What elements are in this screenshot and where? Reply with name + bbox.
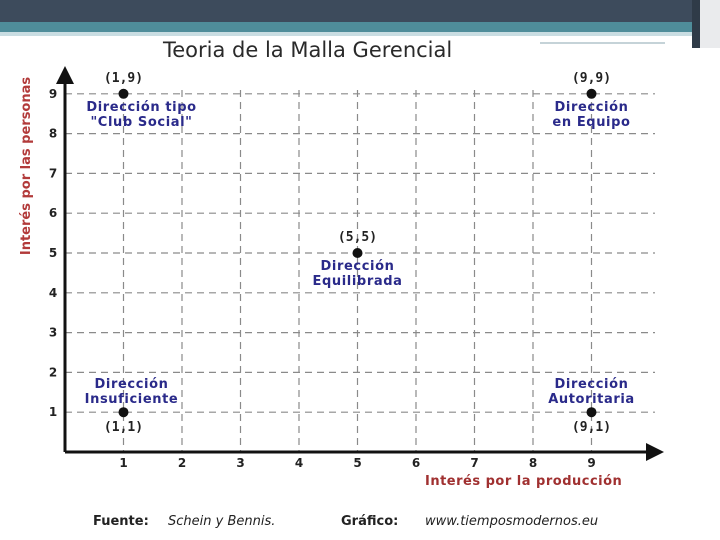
x-tick-label: 4 <box>294 456 304 470</box>
y-tick-label: 2 <box>48 365 58 380</box>
x-tick-label: 9 <box>587 456 596 470</box>
x-tick-label: 2 <box>177 456 187 470</box>
y-tick-label: 6 <box>48 206 58 221</box>
leadership-style-label: Dirección tipo <box>86 99 197 115</box>
x-axis-arrow-icon <box>646 443 664 461</box>
y-tick-label: 7 <box>48 166 58 181</box>
y-axis-arrow-icon <box>56 66 74 84</box>
leadership-style-label: Equilibrada <box>312 274 403 289</box>
source-line <box>93 514 598 529</box>
data-point-coordinate: (9,9) <box>571 70 612 86</box>
leadership-style-label: "Club Social" <box>90 114 193 130</box>
leadership-style-label: Dirección <box>554 377 629 393</box>
data-point-coordinate: (5,5) <box>337 230 378 245</box>
x-tick-label: 7 <box>470 456 479 470</box>
y-tick-label: 3 <box>48 325 58 340</box>
y-tick-label: 5 <box>48 246 58 260</box>
y-tick-label: 1 <box>48 405 58 420</box>
source-fuente-label: Fuente: <box>93 514 149 529</box>
data-point-marker <box>587 89 597 99</box>
chart-title: Teoria de la Malla Gerencial <box>163 38 453 62</box>
x-tick-label: 8 <box>528 456 538 470</box>
data-point-coordinate: (1,1) <box>103 420 144 436</box>
y-axis-label: Interés por las personas <box>19 76 34 256</box>
y-tick-label: 9 <box>48 86 58 101</box>
source-fuente-value: Schein y Bennis. <box>168 514 276 529</box>
x-axis-label: Interés por la producción <box>425 474 623 489</box>
x-tick-label: 3 <box>236 456 245 470</box>
x-tick-label: 1 <box>119 456 128 470</box>
leadership-style-label: Dirección <box>320 259 395 274</box>
source-grafico-label: Gráfico: <box>341 514 399 529</box>
data-point-coordinate: (9,1) <box>571 420 612 436</box>
leadership-style-label: Autoritaria <box>548 392 635 408</box>
y-tick-label: 8 <box>48 126 58 141</box>
data-point-marker <box>119 89 129 99</box>
leadership-style-label: en Equipo <box>552 114 631 130</box>
leadership-style-label: Insuficiente <box>84 392 179 408</box>
x-tick-label: 6 <box>411 456 421 470</box>
leadership-style-label: Dirección <box>554 99 629 115</box>
y-tick-label: 4 <box>48 285 58 300</box>
x-tick-label: 5 <box>353 456 362 470</box>
leadership-style-label: Dirección <box>94 377 169 393</box>
data-point-marker <box>353 248 363 258</box>
data-point-coordinate: (1,9) <box>103 70 144 86</box>
data-point-marker <box>587 407 597 417</box>
source-grafico-value: www.tiemposmodernos.eu <box>425 514 599 529</box>
data-point-marker <box>119 407 129 417</box>
